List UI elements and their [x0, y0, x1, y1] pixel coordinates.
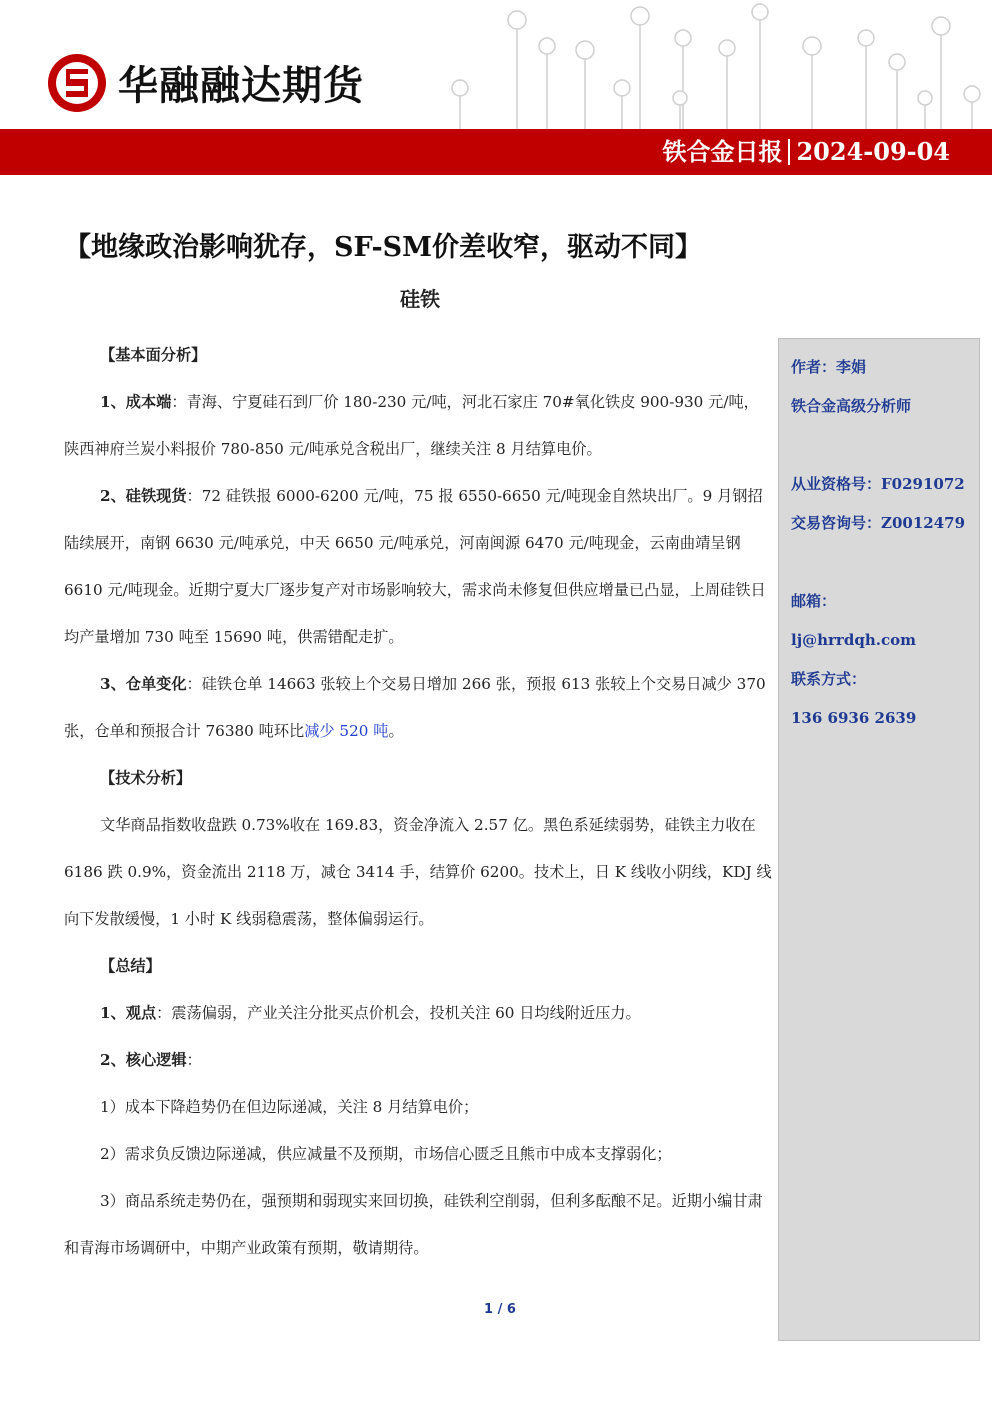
- highlight-text: 减少 520 吨: [304, 722, 389, 740]
- company-logo-icon: [46, 52, 108, 114]
- report-header: [0, 0, 992, 176]
- paragraph-cost: [64, 379, 774, 473]
- paragraph-text: ：震荡偏弱，产业关注分批买点价机会，投机关注 60 日均线附近压力。: [156, 1004, 641, 1022]
- paragraph-warehouse: [64, 661, 774, 755]
- section-heading-technical: 【技术分析】: [100, 769, 192, 787]
- logic-item: 3）商品系统走势仍在，强预期和弱现实来回切换，硅铁利空削弱，但利多酝酿不足。近期小编甘肃和青海市场调研中，中期产业政策有预期，敬请期待。: [64, 1192, 763, 1257]
- logic-item: 1）成本下降趋势仍在但边际递减，关注 8 月结算电价；: [100, 1098, 479, 1116]
- consult-number: 交易咨询号：Z0012479: [791, 514, 966, 532]
- section-heading-summary: 【总结】: [100, 957, 161, 975]
- author-position: 铁合金高级分析师: [791, 397, 912, 415]
- brand-name: 华融融达期货: [118, 63, 364, 109]
- report-body: [64, 332, 774, 1272]
- paragraph-text: ：: [186, 1051, 202, 1069]
- email-address: lj@hrrdqh.com: [791, 631, 916, 649]
- contact-label: 联系方式：: [791, 670, 867, 688]
- paragraph-view: [64, 990, 774, 1037]
- paragraph-logic-heading: [64, 1037, 774, 1084]
- paragraph-text: ：硅铁仓单 14663 张较上个交易日增加 266 张，预报 613 张较上个交易日减少 370 张，仓单和预报合计 76380 吨环比: [64, 675, 766, 740]
- author-name: 作者：李娟: [791, 358, 867, 376]
- paragraph-text: ：青海、宁夏硅石到厂价 180-230 元/吨，河北石家庄 70#氧化铁皮 900-930 元/吨，陕西神府兰炭小料报价 780-850 元/吨承兑含税出厂，继续关注 8 月结算电价。: [64, 393, 759, 458]
- email-label: 邮箱：: [791, 592, 837, 610]
- report-date: 2024-09-04: [796, 137, 950, 166]
- paragraph-label: 1、成本端: [100, 393, 172, 411]
- paragraph-label: 2、核心逻辑: [100, 1051, 187, 1069]
- report-type: 铁合金日报: [662, 137, 783, 166]
- author-sidebar: [778, 338, 980, 1341]
- phone-number: 136 6936 2639: [791, 709, 917, 727]
- paragraph-end: 。: [388, 722, 404, 740]
- band-divider: [788, 139, 790, 165]
- paragraph-label: 1、观点: [100, 1004, 157, 1022]
- paragraph-label: 2、硅铁现货: [100, 487, 187, 505]
- license-number: 从业资格号：F0291072: [791, 475, 965, 493]
- page-number: 1 / 6: [484, 1302, 516, 1317]
- paragraph-technical: 文华商品指数收盘跌 0.73%收在 169.83，资金净流入 2.57 亿。黑色系延续弱势，硅铁主力收在 6186 跌 0.9%，资金流出 2118 万，减仓 3414 手，结算价 6200。技术上，日 K 线收小阴线，KDJ 线向下发散缓慢，1 小时 K 线弱稳震荡，整体偏弱运行。: [64, 816, 772, 928]
- paragraph-spot: [64, 473, 774, 661]
- report-type-date: [662, 129, 950, 175]
- page-title: 【地缘政治影响犹存，SF-SM价差收窄，驱动不同】: [64, 232, 703, 263]
- paragraph-label: 3、仓单变化: [100, 675, 187, 693]
- paragraph-text: ：72 硅铁报 6000-6200 元/吨，75 报 6550-6650 元/吨现金自然块出厂。9 月钢招陆续展开，南钢 6630 元/吨承兑，中天 6650 元/吨承兑，河南闽源 6470 元/吨现金，云南曲靖呈钢 6610 元/吨现金。近期宁夏大厂逐步复产对市场影响较大，需求尚未修复但供应增量已凸显，上周硅铁日均产量增加 730 吨至 15690 吨，供需错配走扩。: [64, 487, 766, 646]
- page-subtitle: 硅铁: [400, 287, 440, 311]
- logic-item: 2）需求负反馈边际递减，供应减量不及预期，市场信心匮乏且熊市中成本支撑弱化；: [100, 1145, 672, 1163]
- section-heading-fundamentals: 【基本面分析】: [100, 346, 207, 364]
- report-title-band: [0, 129, 992, 175]
